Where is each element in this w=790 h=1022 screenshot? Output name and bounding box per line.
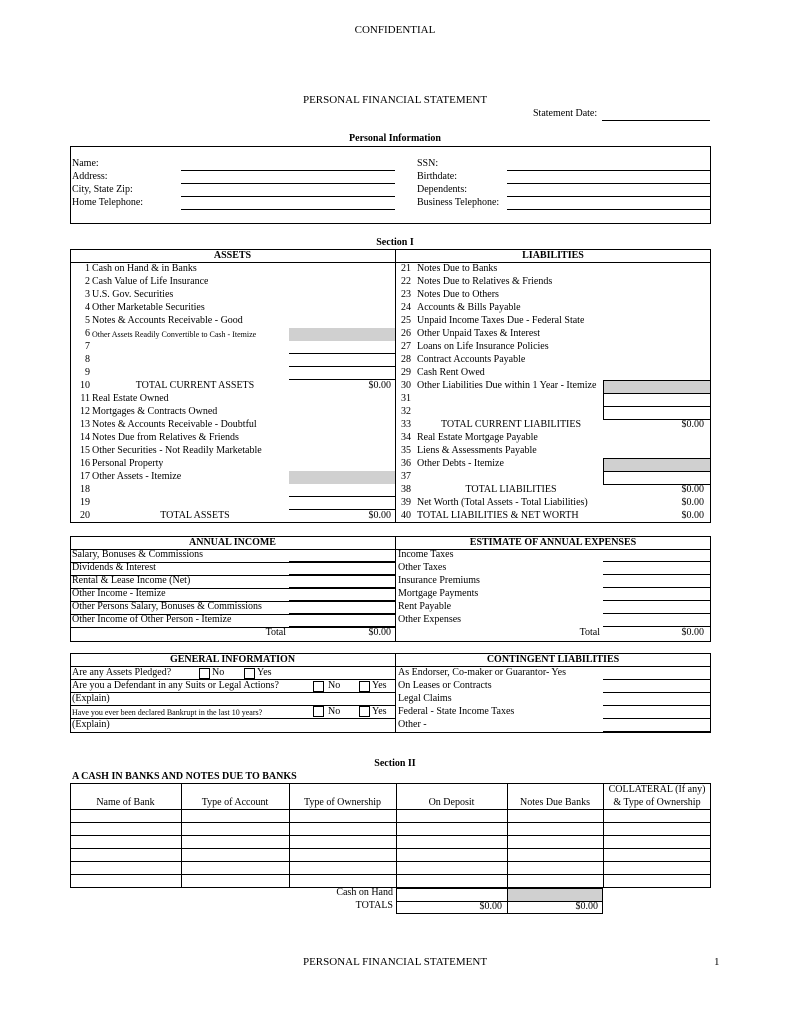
- asset-row-label: TOTAL ASSETS: [160, 510, 230, 521]
- liability-value-field[interactable]: [603, 471, 710, 472]
- liability-row-label: Net Worth (Total Assets - Total Liabilities): [417, 497, 588, 508]
- liability-row-number: 30: [401, 380, 411, 391]
- liability-row-label: Unpaid Income Taxes Due - Federal State: [417, 315, 585, 326]
- expense-value-field[interactable]: [603, 613, 710, 614]
- explain-label: (Explain): [72, 719, 110, 730]
- col-on-deposit: On Deposit: [428, 797, 475, 808]
- contingent-value-field[interactable]: [603, 718, 710, 719]
- liability-row-value: $0.00: [681, 419, 704, 430]
- assets-pledged-yes-checkbox[interactable]: [244, 668, 255, 679]
- asset-row-value: $0.00: [368, 380, 391, 391]
- income-heading: ANNUAL INCOME: [189, 537, 276, 548]
- page-title: PERSONAL FINANCIAL STATEMENT: [302, 94, 488, 106]
- liability-row-value: $0.00: [681, 497, 704, 508]
- col-collateral-line1: COLLATERAL (If any): [608, 784, 706, 795]
- liability-row-number: 26: [401, 328, 411, 339]
- liability-row-label: Other Unpaid Taxes & Interest: [417, 328, 540, 339]
- liability-row-number: 31: [401, 393, 411, 404]
- general-contingent-table: [70, 653, 711, 733]
- expense-value-field[interactable]: [603, 561, 710, 562]
- asset-row-number: 7: [85, 341, 90, 352]
- personal-left-field[interactable]: [181, 170, 395, 171]
- assets-pledged-question: Are any Assets Pledged?: [72, 667, 172, 678]
- liability-row-label: Notes Due to Others: [417, 289, 499, 300]
- asset-row-number: 11: [80, 393, 90, 404]
- personal-right-field[interactable]: [507, 196, 710, 197]
- income-item-label: Other Persons Salary, Bonuses & Commissions: [72, 601, 262, 612]
- liability-row-number: 40: [401, 510, 411, 521]
- liability-row-label: TOTAL CURRENT LIABILITIES: [440, 419, 582, 430]
- footer-title: PERSONAL FINANCIAL STATEMENT: [302, 956, 488, 968]
- expense-total-label: Total: [579, 627, 600, 638]
- asset-value-field[interactable]: [289, 496, 395, 497]
- liability-row-number: 29: [401, 367, 411, 378]
- asset-row-label: Other Securities - Not Readily Marketable: [92, 445, 262, 456]
- contingent-value-field[interactable]: [603, 679, 710, 680]
- general-row-line: [70, 718, 395, 719]
- expense-item-label: Other Expenses: [398, 614, 462, 625]
- liability-row-number: 34: [401, 432, 411, 443]
- asset-row-number: 16: [80, 458, 90, 469]
- liability-row-label: Notes Due to Banks: [417, 263, 498, 274]
- asset-row-number: 9: [85, 367, 90, 378]
- asset-row-number: 6: [85, 328, 90, 339]
- asset-row-label: Personal Property: [92, 458, 164, 469]
- section2-subheading: A CASH IN BANKS AND NOTES DUE TO BANKS: [72, 771, 297, 782]
- defendant-question: Are you a Defendant in any Suits or Legal Actions?: [72, 680, 279, 691]
- personal-right-field[interactable]: [507, 170, 710, 171]
- personal-left-label: Address:: [72, 171, 108, 182]
- defendant-no-checkbox[interactable]: [313, 681, 324, 692]
- personal-right-label: SSN:: [417, 158, 439, 169]
- general-info-heading: GENERAL INFORMATION: [169, 654, 296, 665]
- liability-row-value: $0.00: [681, 484, 704, 495]
- asset-value-field[interactable]: [289, 366, 395, 367]
- liability-row-number: 35: [401, 445, 411, 456]
- personal-info-heading: Personal Information: [349, 133, 441, 144]
- contingent-value-field[interactable]: [603, 692, 710, 693]
- liability-row-number: 36: [401, 458, 411, 469]
- col-type-of-ownership: Type of Ownership: [303, 797, 382, 808]
- liability-row-number: 27: [401, 341, 411, 352]
- asset-row-number: 1: [85, 263, 90, 274]
- page-number: 1: [714, 956, 720, 968]
- liability-row-label: Accounts & Bills Payable: [417, 302, 521, 313]
- personal-left-field[interactable]: [181, 209, 395, 210]
- col-type-of-account: Type of Account: [201, 797, 269, 808]
- asset-row-label: Mortgages & Contracts Owned: [92, 406, 218, 417]
- statement-date-field[interactable]: [602, 120, 710, 121]
- liability-value-field[interactable]: [603, 393, 710, 394]
- no-label: No: [328, 680, 341, 691]
- liability-row-number: 39: [401, 497, 411, 508]
- col-name-of-bank: Name of Bank: [96, 797, 155, 808]
- yes-label: Yes: [257, 667, 272, 678]
- asset-row-number: 10: [80, 380, 90, 391]
- expense-total-value: $0.00: [681, 627, 704, 638]
- asset-row-number: 15: [80, 445, 90, 456]
- income-item-label: Salary, Bonuses & Commissions: [72, 549, 204, 560]
- income-item-label: Other Income - Itemize: [72, 588, 166, 599]
- liability-row-number: 23: [401, 289, 411, 300]
- asset-row-number: 17: [80, 471, 90, 482]
- assets-heading: ASSETS: [213, 250, 252, 261]
- liability-row-label: Contract Accounts Payable: [417, 354, 526, 365]
- asset-row-number: 4: [85, 302, 90, 313]
- asset-row-number: 12: [80, 406, 90, 417]
- explain-label: (Explain): [72, 693, 110, 704]
- income-item-label: Other Income of Other Person - Itemize: [72, 614, 232, 625]
- bank-row-line[interactable]: [70, 835, 711, 836]
- personal-left-field[interactable]: [181, 196, 395, 197]
- personal-right-label: Birthdate:: [417, 171, 457, 182]
- section1-heading: Section I: [376, 237, 414, 248]
- liability-row-number: 25: [401, 315, 411, 326]
- asset-row-label: Cash Value of Life Insurance: [92, 276, 209, 287]
- income-expense-divider: [395, 536, 396, 642]
- asset-row-label: U.S. Gov. Securities: [92, 289, 174, 300]
- bankrupt-no-checkbox[interactable]: [313, 706, 324, 717]
- personal-right-field[interactable]: [507, 209, 710, 210]
- liability-row-number: 33: [401, 419, 411, 430]
- totals-label: TOTALS: [355, 900, 393, 911]
- asset-row-label: TOTAL CURRENT ASSETS: [135, 380, 255, 391]
- general-row-line: [70, 692, 395, 693]
- income-item-label: Rental & Lease Income (Net): [72, 575, 191, 586]
- no-label: No: [212, 667, 225, 678]
- liability-row-label: Real Estate Mortgage Payable: [417, 432, 538, 443]
- asset-row-label: Notes & Accounts Receivable - Doubtful: [92, 419, 257, 430]
- liability-row-number: 28: [401, 354, 411, 365]
- contingent-item-label: On Leases or Contracts: [398, 680, 492, 691]
- expense-value-field[interactable]: [603, 587, 710, 588]
- bankrupt-yes-checkbox[interactable]: [359, 706, 370, 717]
- personal-left-field[interactable]: [181, 183, 395, 184]
- liability-value-field[interactable]: [603, 406, 710, 407]
- contingent-heading: CONTINGENT LIABILITIES: [486, 654, 620, 665]
- liabilities-heading: LIABILITIES: [522, 250, 584, 261]
- expense-item-label: Other Taxes: [398, 562, 447, 573]
- general-row-line: [70, 679, 395, 680]
- liability-row-label: Notes Due to Relatives & Friends: [417, 276, 553, 287]
- liability-row-number: 24: [401, 302, 411, 313]
- bank-row-line[interactable]: [70, 809, 711, 810]
- asset-row-value: $0.00: [368, 510, 391, 521]
- cash-on-hand-notes-shade: [508, 889, 602, 901]
- general-row-line: [70, 705, 395, 706]
- expenses-heading: ESTIMATE OF ANNUAL EXPENSES: [469, 537, 637, 548]
- personal-left-label: Name:: [72, 158, 99, 169]
- contingent-item-label: Legal Claims: [398, 693, 452, 704]
- liability-row-label: Liens & Assessments Payable: [417, 445, 537, 456]
- income-total-label: Total: [265, 627, 286, 638]
- assets-pledged-no-checkbox[interactable]: [199, 668, 210, 679]
- contingent-value-field[interactable]: [603, 731, 710, 732]
- bank-row-line[interactable]: [70, 848, 711, 849]
- col-notes-due-banks: Notes Due Banks: [520, 797, 590, 808]
- asset-row-label: Real Estate Owned: [92, 393, 169, 404]
- general-contingent-divider: [395, 653, 396, 733]
- section1-divider: [395, 249, 396, 523]
- liability-row-label: Other Liabilities Due within 1 Year - Itemize: [417, 380, 597, 391]
- confidential-label: CONFIDENTIAL: [354, 24, 436, 36]
- asset-row-number: 3: [85, 289, 90, 300]
- personal-info-box: [70, 146, 711, 224]
- liability-row-label: TOTAL LIABILITIES: [465, 484, 557, 495]
- personal-right-field[interactable]: [507, 183, 710, 184]
- liability-value-box[interactable]: [603, 380, 711, 420]
- liability-row-number: 32: [401, 406, 411, 417]
- asset-row-number: 13: [80, 419, 90, 430]
- personal-left-label: Home Telephone:: [72, 197, 144, 208]
- asset-itemize-shade: [289, 328, 395, 341]
- personal-left-label: City, State Zip:: [72, 184, 133, 195]
- asset-itemize-shade: [289, 471, 395, 484]
- contingent-item-label: Other -: [398, 719, 427, 730]
- expense-item-label: Insurance Premiums: [398, 575, 480, 586]
- expense-item-label: Income Taxes: [398, 549, 454, 560]
- section2-heading: Section II: [374, 758, 416, 769]
- expense-item-label: Mortgage Payments: [398, 588, 479, 599]
- asset-row-number: 20: [80, 510, 90, 521]
- liability-row-label: TOTAL LIABILITIES & NET WORTH: [417, 510, 579, 521]
- liability-row-label: Cash Rent Owed: [417, 367, 485, 378]
- yes-label: Yes: [372, 680, 387, 691]
- liability-row-number: 38: [401, 484, 411, 495]
- liability-row-number: 37: [401, 471, 411, 482]
- total-notes-value: $0.00: [575, 901, 598, 912]
- contingent-value-field[interactable]: [603, 705, 710, 706]
- no-label: No: [328, 706, 341, 717]
- bank-row-line[interactable]: [70, 874, 711, 875]
- expense-value-field[interactable]: [603, 574, 710, 575]
- asset-row-number: 5: [85, 315, 90, 326]
- personal-right-label: Dependents:: [417, 184, 467, 195]
- income-total-value: $0.00: [368, 627, 391, 638]
- expense-value-field[interactable]: [603, 600, 710, 601]
- liability-row-label: Loans on Life Insurance Policies: [417, 341, 549, 352]
- cash-on-hand-label: Cash on Hand: [336, 887, 393, 898]
- asset-row-number: 8: [85, 354, 90, 365]
- asset-row-label: Other Marketable Securities: [92, 302, 205, 313]
- personal-right-label: Business Telephone:: [417, 197, 500, 208]
- asset-row-label: Other Assets - Itemize: [92, 471, 182, 482]
- asset-value-field[interactable]: [289, 353, 395, 354]
- yes-label: Yes: [372, 706, 387, 717]
- statement-date-label: Statement Date:: [533, 108, 598, 119]
- expense-item-label: Rent Payable: [398, 601, 452, 612]
- asset-value-field[interactable]: [289, 509, 395, 510]
- bank-row-line[interactable]: [70, 861, 711, 862]
- total-deposit-value: $0.00: [479, 901, 502, 912]
- asset-row-label: Other Assets Readily Convertible to Cash - Itemize: [92, 330, 257, 339]
- defendant-yes-checkbox[interactable]: [359, 681, 370, 692]
- liability-row-number: 22: [401, 276, 411, 287]
- bank-row-line[interactable]: [70, 822, 711, 823]
- liability-row-label: Other Debts - Itemize: [417, 458, 504, 469]
- asset-row-number: 2: [85, 276, 90, 287]
- asset-row-label: Notes & Accounts Receivable - Good: [92, 315, 243, 326]
- asset-row-number: 19: [80, 497, 90, 508]
- liability-row-value: $0.00: [681, 510, 704, 521]
- asset-row-number: 14: [80, 432, 90, 443]
- liability-row-number: 21: [401, 263, 411, 274]
- asset-row-label: Cash on Hand & in Banks: [92, 263, 197, 274]
- bankrupt-question: Have you ever been declared Bankrupt in the last 10 years?: [72, 708, 263, 717]
- income-item-label: Dividends & Interest: [72, 562, 156, 573]
- contingent-item-label: As Endorser, Co-maker or Guarantor- Yes: [398, 667, 566, 678]
- col-collateral-line2: & Type of Ownership: [613, 797, 701, 808]
- contingent-item-label: Federal - State Income Taxes: [398, 706, 515, 717]
- asset-row-number: 18: [80, 484, 90, 495]
- asset-row-label: Notes Due from Relatives & Friends: [92, 432, 239, 443]
